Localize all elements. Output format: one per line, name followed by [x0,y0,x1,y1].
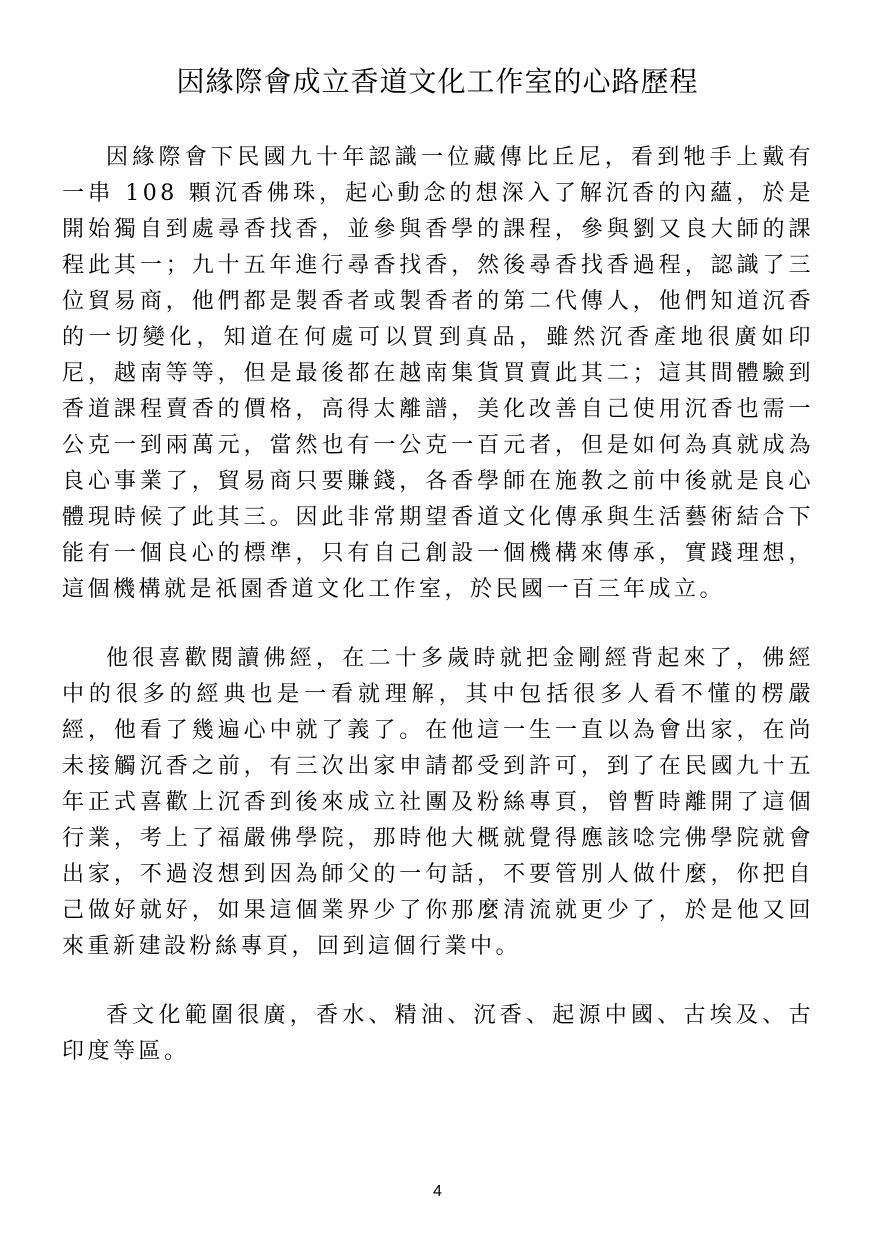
paragraph-2: 他很喜歡閱讀佛經，在二十多歲時就把金剛經背起來了，佛經中的很多的經典也是一看就理解，其中包括很多人看不懂的楞嚴經，他看了幾遍心中就了義了。在他這一生一直以為會出家，在尚未接觸沉香之前，有三次出家申請都受到許可，到了在民國九十五年正式喜歡上沉香到後來成立社團及粉絲專頁，曾暫時離開了這個行業，考上了福嚴佛學院，那時他大概就覺得應該唸完佛學院就會出家，不過沒想到因為師父的一句話，不要管別人做什麼，你把自己做好就好，如果這個業界少了你那麼清流就更少了，於是他又回來重新建設粉絲專頁，回到這個行業中。 [62,646,814,959]
page-number: 4 [433,1183,442,1200]
page-title: 因緣際會成立香道文化工作室的心路歷程 [176,65,699,98]
paragraph-3: 香文化範圍很廣，香水、精油、沉香、起源中國、古埃及、古印度等區。 [62,1003,814,1064]
paragraph-1: 因緣際會下民國九十年認識一位藏傳比丘尼，看到牠手上戴有一串 108 顆沉香佛珠，起心動念的想深入了解沉香的內蘊，於是開始獨自到處尋香找香，並參與香學的課程，參與劉又良大師的課程此其一；九十五年進行尋香找香，然後尋香找香過程，認識了三位貿易商，他們都是製香者或製香者的第二代傳人，他們知道沉香的一切變化，知道在何處可以買到真品，雖然沉香產地很廣如印尼，越南等等，但是最後都在越南集貨買賣此其二；這其間體驗到香道課程賣香的價格，高得太離譜，美化改善自己使用沉香也需一公克一到兩萬元，當然也有一公克一百元者，但是如何為真就成為良心事業了，貿易商只要賺錢，各香學師在施教之前中後就是良心體現時候了此其三。因此非常期望香道文化傳承與生活藝術結合下能有一個良心的標準，只有自己創設一個機構來傳承，實踐理想，這個機構就是祇園香道文化工作室，於民國一百三年成立。 [62,145,814,602]
body-text [62,140,814,1103]
